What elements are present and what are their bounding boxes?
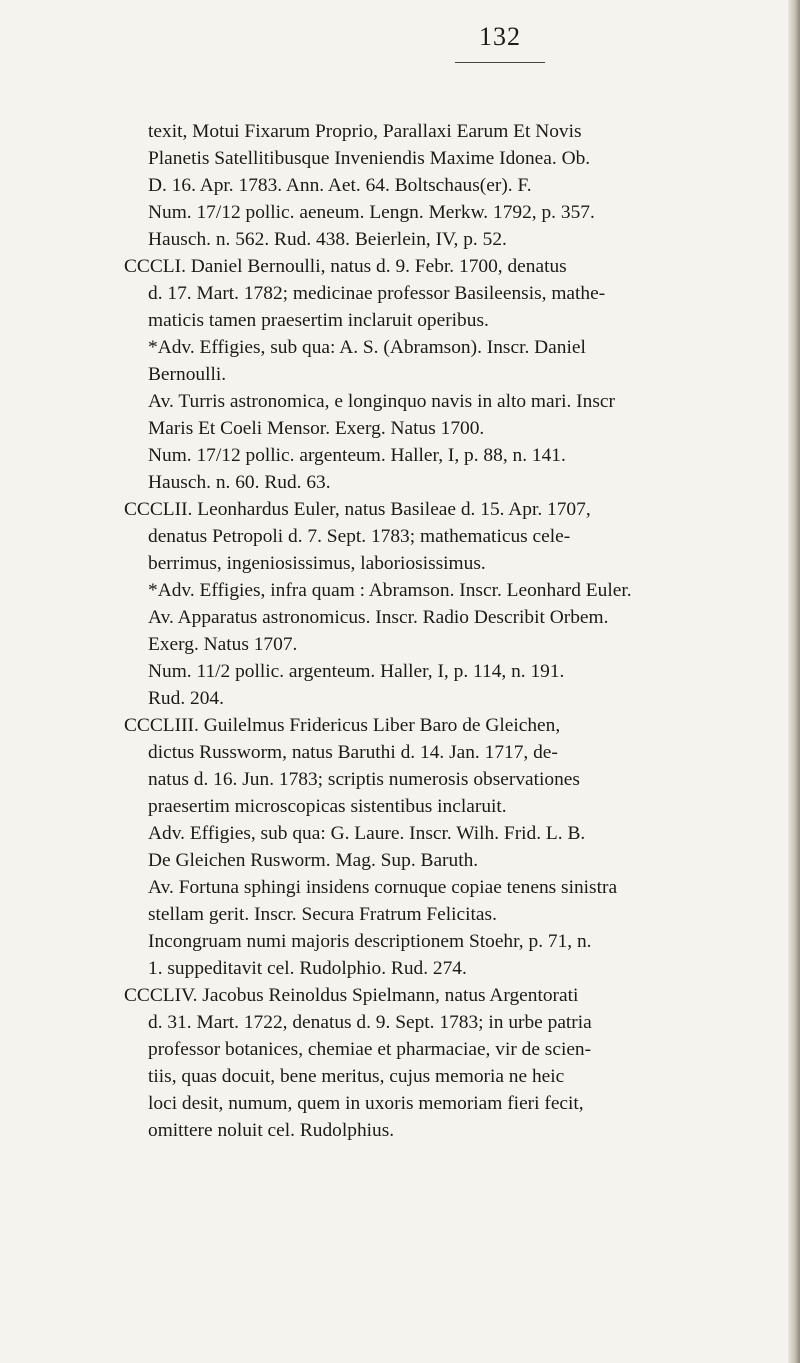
entry-heading-line: CCCLI. Daniel Bernoulli, natus d. 9. Febr. 1700, denatus	[124, 256, 567, 277]
text-line: Planetis Satellitibusque Inveniendis Maxime Idonea. Ob.	[148, 148, 591, 169]
entry-heading-line: CCCLIV. Jacobus Reinoldus Spielmann, natus Argentorati	[124, 985, 579, 1006]
text-line: maticis tamen praesertim inclaruit operibus.	[148, 310, 489, 331]
text-line: texit, Motui Fixarum Proprio, Parallaxi Earum Et Novis	[148, 121, 582, 142]
text-line: Av. Fortuna sphingi insidens cornuque copiae tenens sinistra	[148, 877, 618, 898]
text-line: Incongruam numi majoris descriptionem Stoehr, p. 71, n.	[148, 931, 592, 952]
text-line: omittere noluit cel. Rudolphius.	[148, 1120, 395, 1141]
text-line: Num. 17/12 pollic. aeneum. Lengn. Merkw. 1792, p. 357.	[148, 202, 595, 223]
text-line: Bernoulli.	[148, 364, 227, 385]
text-line: Hausch. n. 60. Rud. 63.	[148, 472, 331, 493]
text-line: d. 31. Mart. 1722, denatus d. 9. Sept. 1783; in urbe patria	[148, 1012, 592, 1033]
text-line: professor botanices, chemiae et pharmaciae, vir de scien-	[148, 1039, 592, 1060]
catalogue-text	[124, 118, 780, 1144]
text-line: d. 17. Mart. 1782; medicinae professor Basileensis, mathe-	[148, 283, 606, 304]
text-line: tiis, quas docuit, bene meritus, cujus memoria ne heic	[148, 1066, 565, 1087]
text-line: berrimus, ingeniosissimus, laboriosissimus.	[148, 553, 486, 574]
text-line: praesertim microscopicas sistentibus inclaruit.	[148, 796, 507, 817]
text-line: *Adv. Effigies, infra quam : Abramson. Inscr. Leonhard Euler.	[148, 580, 632, 601]
text-line: De Gleichen Rusworm. Mag. Sup. Baruth.	[148, 850, 479, 871]
text-line: Adv. Effigies, sub qua: G. Laure. Inscr. Wilh. Frid. L. B.	[148, 823, 586, 844]
text-line: stellam gerit. Inscr. Secura Fratrum Felicitas.	[148, 904, 497, 925]
text-line: loci desit, numum, quem in uxoris memoriam fieri fecit,	[148, 1093, 584, 1114]
text-line: Av. Turris astronomica, e longinquo navis in alto mari. Inscr	[148, 391, 615, 412]
entry-heading-line: CCCLIII. Guilelmus Fridericus Liber Baro de Gleichen,	[124, 715, 561, 736]
page-number: 132	[479, 22, 521, 51]
text-line: Rud. 204.	[148, 688, 224, 709]
text-line: dictus Russworm, natus Baruthi d. 14. Jan. 1717, de-	[148, 742, 558, 763]
text-line: Hausch. n. 562. Rud. 438. Beierlein, IV, p. 52.	[148, 229, 507, 250]
entry-heading-line: CCCLII. Leonhardus Euler, natus Basileae d. 15. Apr. 1707,	[124, 499, 591, 520]
text-line: Exerg. Natus 1707.	[148, 634, 298, 655]
text-line: Av. Apparatus astronomicus. Inscr. Radio Describit Orbem.	[148, 607, 609, 628]
text-line: natus d. 16. Jun. 1783; scriptis numerosis observationes	[148, 769, 580, 790]
text-line: D. 16. Apr. 1783. Ann. Aet. 64. Boltschaus(er). F.	[148, 175, 532, 196]
text-line: 1. suppeditavit cel. Rudolphio. Rud. 274.	[148, 958, 467, 979]
text-line: Maris Et Coeli Mensor. Exerg. Natus 1700.	[148, 418, 485, 439]
text-line: *Adv. Effigies, sub qua: A. S. (Abramson). Inscr. Daniel	[148, 337, 586, 358]
text-line: denatus Petropoli d. 7. Sept. 1783; mathematicus cele-	[148, 526, 571, 547]
page-number-rule	[455, 62, 545, 63]
text-line: Num. 17/12 pollic. argenteum. Haller, I, p. 88, n. 141.	[148, 445, 566, 466]
text-line: Num. 11/2 pollic. argenteum. Haller, I, p. 114, n. 191.	[148, 661, 565, 682]
book-fore-edge	[788, 0, 800, 1363]
